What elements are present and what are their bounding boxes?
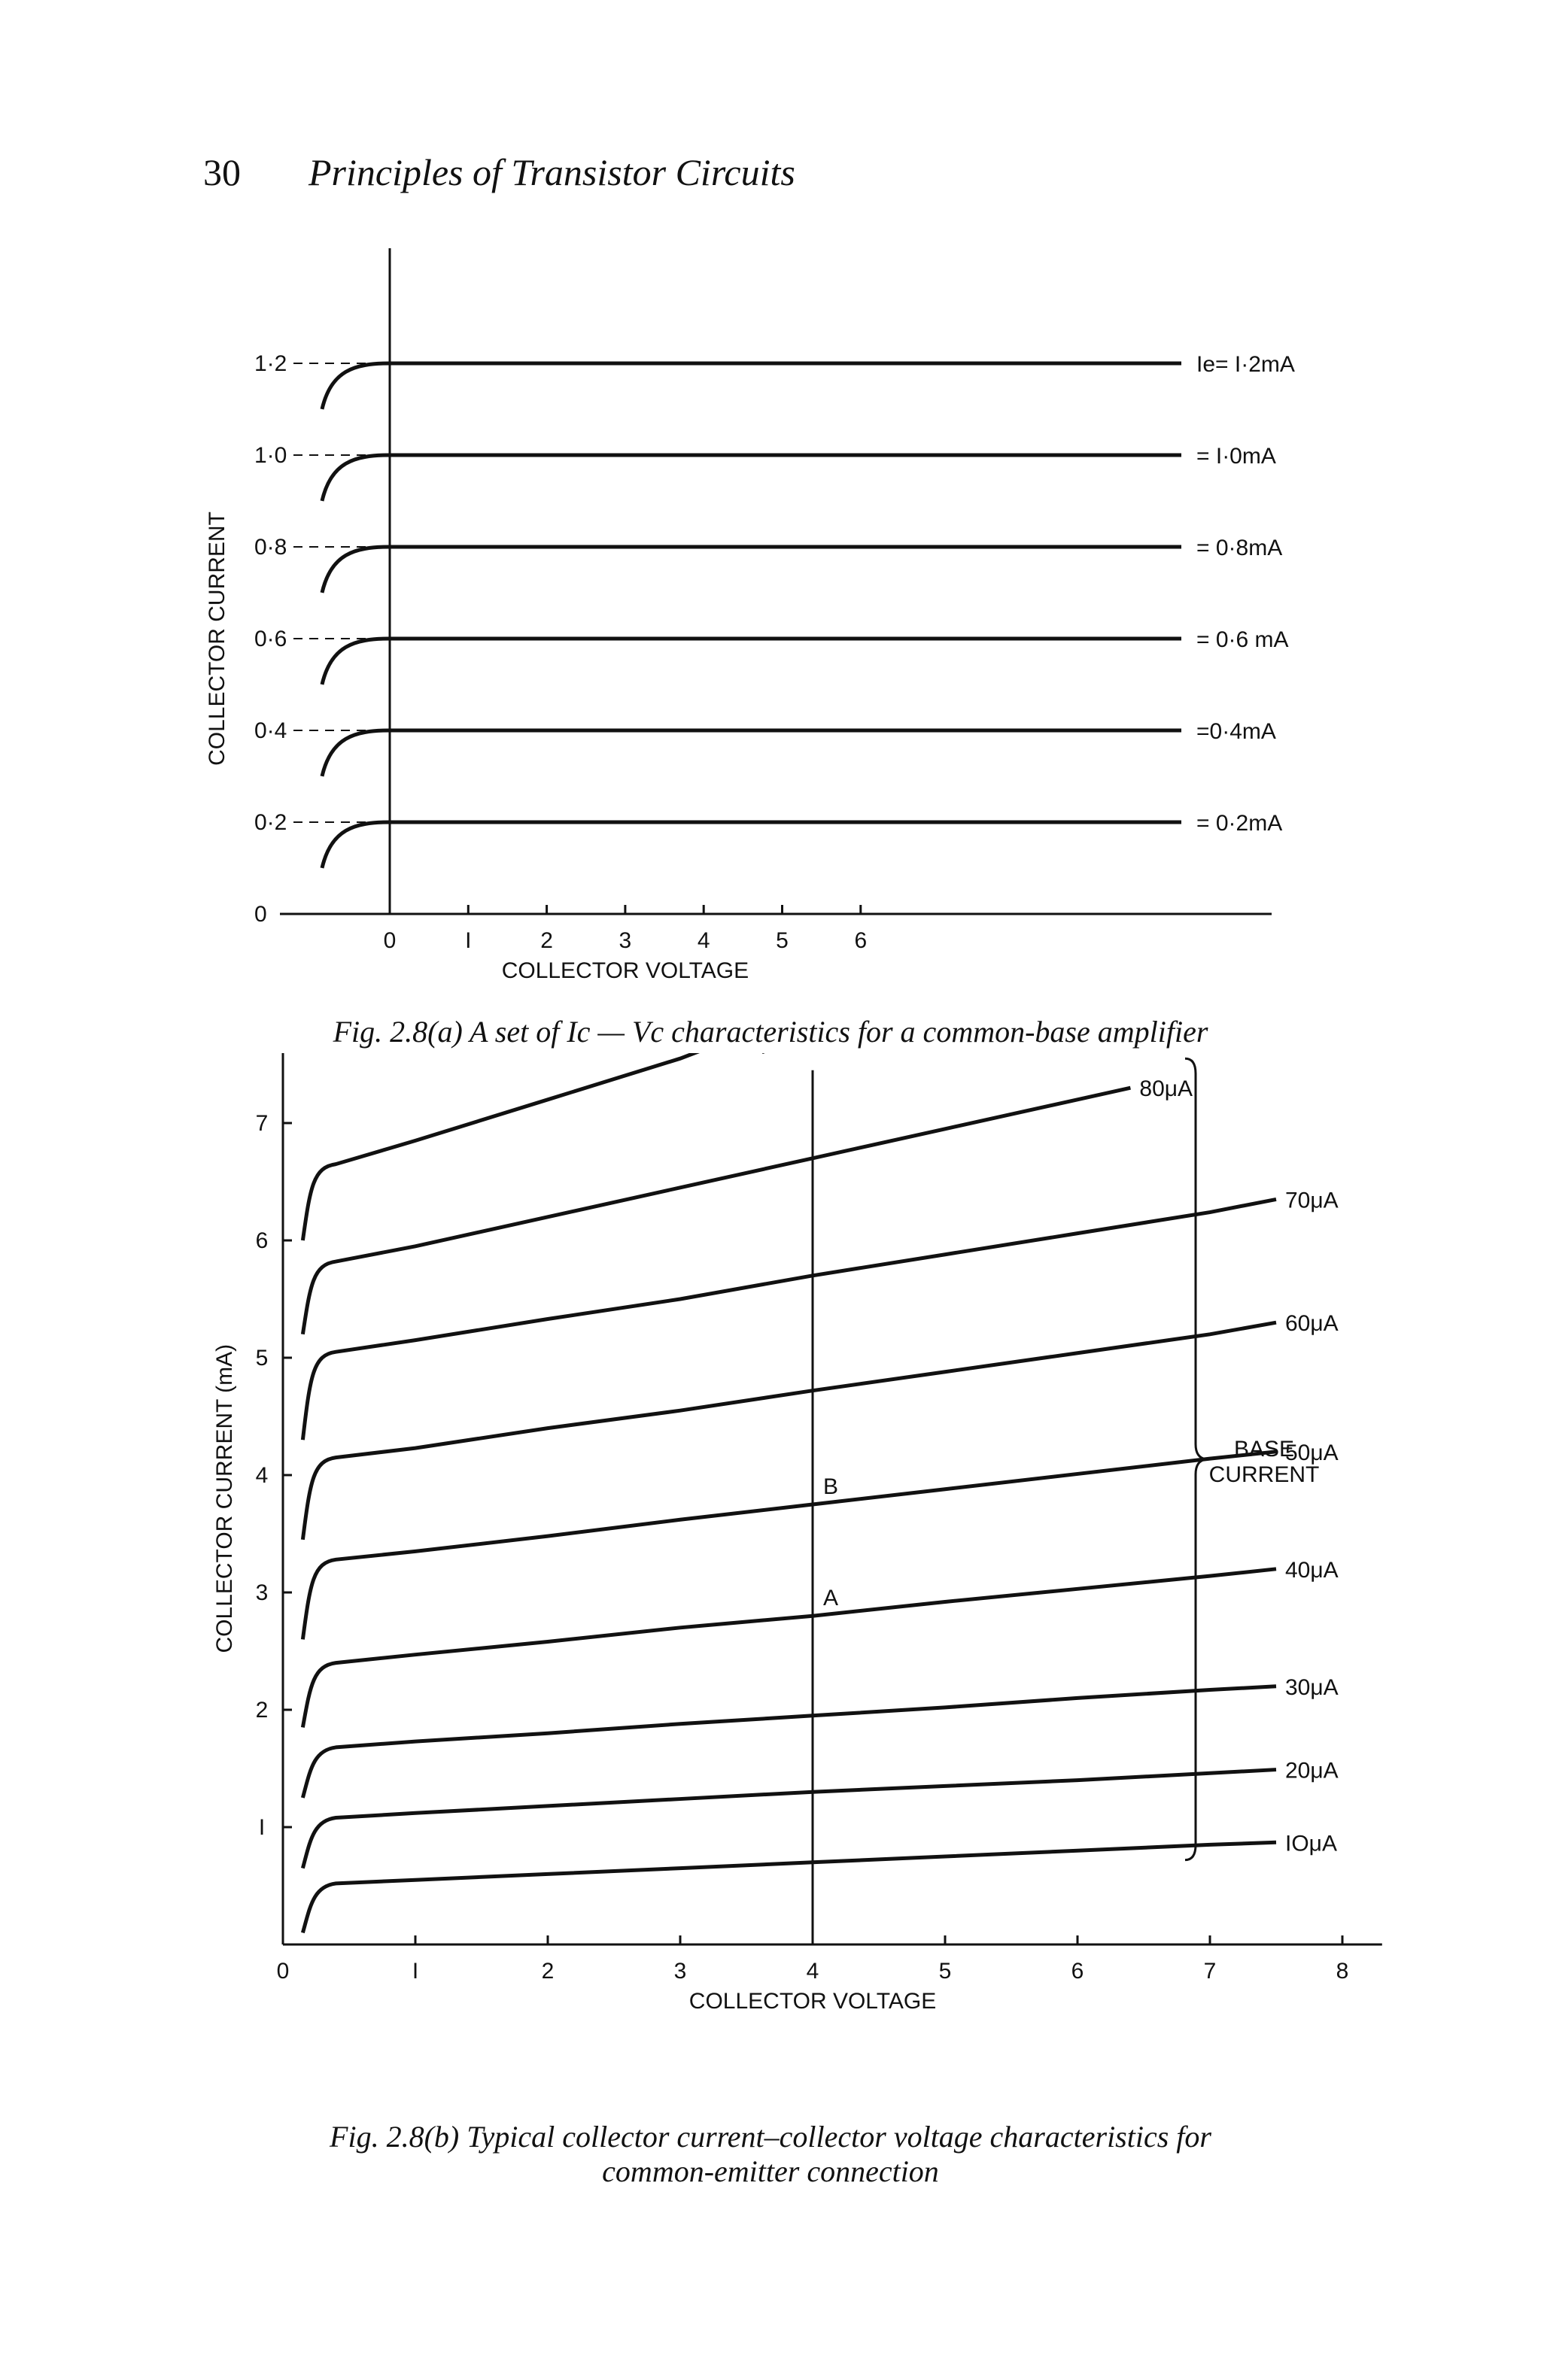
x-tick-label: 6 xyxy=(854,928,868,953)
x-tick-label: 2 xyxy=(540,928,553,953)
group-label-line1: BASE xyxy=(1233,1436,1295,1462)
series-line xyxy=(302,1452,1276,1640)
x-tick-label: I xyxy=(465,928,472,953)
series-line xyxy=(322,730,1181,776)
x-tick-label: 6 xyxy=(1071,1959,1084,1984)
series-line xyxy=(322,547,1181,593)
y-tick-label: 0·6 xyxy=(254,627,287,651)
series-line xyxy=(302,1053,726,1240)
caption-fig-2-8b-line2: common-emitter connection xyxy=(602,2154,939,2188)
series-line xyxy=(302,1770,1276,1868)
series-line xyxy=(302,1088,1130,1334)
series-line xyxy=(302,1686,1276,1798)
y-tick-label: 0 xyxy=(254,902,267,927)
y-tick-label: 0·2 xyxy=(254,810,287,835)
x-tick-label: 4 xyxy=(806,1959,819,1984)
x-tick-label: I xyxy=(412,1959,419,1984)
group-label-line2: CURRENT xyxy=(1208,1462,1320,1487)
series-label: Ie= I·2mA xyxy=(1196,352,1295,377)
x-tick-label: 7 xyxy=(1203,1959,1217,1984)
caption-fig-2-8b xyxy=(0,2120,1541,2189)
series-label: 40μA xyxy=(1285,1557,1339,1583)
series-label xyxy=(736,1053,789,1055)
x-tick-label: 5 xyxy=(776,928,789,953)
x-tick-label: 5 xyxy=(938,1959,952,1984)
caption-fig-2-8a: Fig. 2.8(a) A set of Ic — Vc characteristics for a common-base amplifier xyxy=(333,1015,1208,1049)
y-tick-label: 0·4 xyxy=(254,718,287,743)
series-label: 50μA xyxy=(1285,1440,1339,1465)
x-tick-label: 0 xyxy=(276,1959,290,1984)
series-label: = 0·6 mA xyxy=(1196,627,1289,652)
y-tick-label: I xyxy=(258,1815,266,1840)
series-label: 20μA xyxy=(1285,1758,1339,1783)
series-label: 60μA xyxy=(1285,1311,1339,1337)
series-line xyxy=(302,1569,1276,1728)
point-label: B xyxy=(823,1474,839,1499)
series-label: =0·4mA xyxy=(1196,719,1276,744)
y-axis-label: COLLECTOR CURRENT xyxy=(205,512,229,766)
y-tick-label: 0·8 xyxy=(254,535,287,560)
x-tick-label: 3 xyxy=(619,928,632,953)
series-label: = 0·8mA xyxy=(1196,536,1283,560)
chart-common-emitter xyxy=(0,1053,1541,2129)
x-tick-label: 0 xyxy=(383,928,397,953)
y-tick-label: 2 xyxy=(255,1698,269,1723)
x-axis-label: COLLECTOR VOLTAGE xyxy=(501,958,749,983)
caption-fig-2-8b-line1: Fig. 2.8(b) Typical collector current–collector voltage characteristics for xyxy=(330,2120,1211,2154)
y-tick-label: 5 xyxy=(255,1346,269,1371)
y-tick-label: 6 xyxy=(255,1228,269,1253)
series-line xyxy=(302,1199,1276,1440)
page-header xyxy=(203,150,795,194)
y-tick-label: 1·2 xyxy=(254,351,287,376)
series-label: 80μA xyxy=(1139,1076,1193,1102)
y-tick-label: 7 xyxy=(255,1111,269,1136)
y-tick-label: 3 xyxy=(255,1580,269,1605)
series-label: IOμA xyxy=(1285,1831,1337,1856)
series-label: = 0·2mA xyxy=(1196,811,1283,836)
series-line xyxy=(322,639,1181,685)
x-tick-label: 4 xyxy=(697,928,710,953)
x-tick-label: 3 xyxy=(673,1959,687,1984)
y-axis-label: COLLECTOR CURRENT (mA) xyxy=(212,1343,237,1653)
series-line xyxy=(322,455,1181,501)
series-label: 30μA xyxy=(1285,1674,1339,1700)
x-axis-label: COLLECTOR VOLTAGE xyxy=(688,1989,937,2014)
point-label: A xyxy=(823,1586,839,1611)
series-line xyxy=(302,1842,1276,1932)
series-label: 70μA xyxy=(1285,1188,1339,1213)
x-tick-label: 2 xyxy=(541,1959,555,1984)
chart-common-base xyxy=(0,211,1541,1008)
y-tick-label: 4 xyxy=(255,1463,269,1488)
page-number: 30 xyxy=(203,151,241,193)
series-label: = I·0mA xyxy=(1196,444,1276,469)
series-line xyxy=(322,822,1181,868)
running-title: Principles of Transistor Circuits xyxy=(309,151,795,193)
x-tick-label: 8 xyxy=(1336,1959,1349,1984)
series-line xyxy=(322,363,1181,409)
y-tick-label: 1·0 xyxy=(254,443,287,468)
